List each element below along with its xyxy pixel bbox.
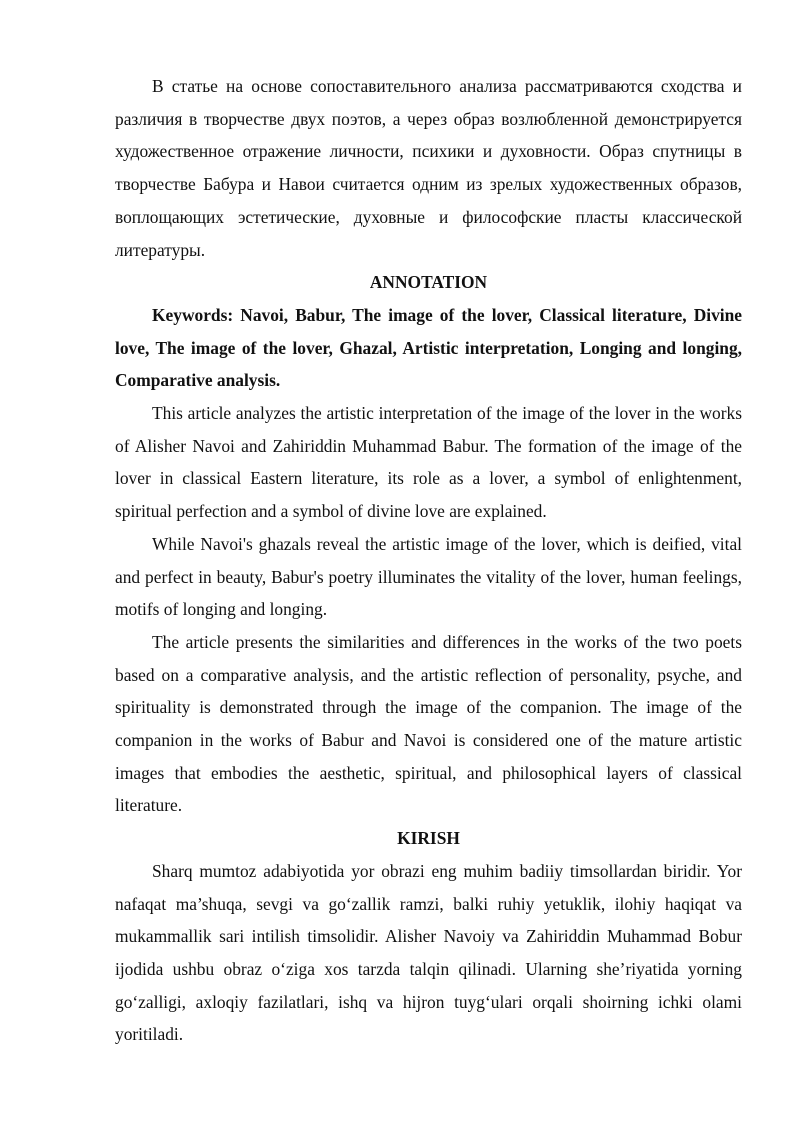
annotation-paragraph-3: The article presents the similarities and differences in the works of the two poets based on a comparative analysis, and the artistic reflection of personality, psyche, and spirituality is demonstrated through the image of the companion. The image of the companion in the works of Babur and Navoi is considered one of the mature artistic images that embodies the aesthetic, spiritual, and philosophical layers of classical literature. (115, 631, 742, 816)
keywords-paragraph: Keywords: Navoi, Babur, The image of the lover, Classical literature, Divine love, The image of the lover, Ghazal, Artistic interpretation, Longing and longing, Comparative analysis. (115, 304, 742, 391)
kirish-heading: KIRISH (397, 828, 460, 849)
kirish-paragraph: Sharq mumtoz adabiyotida yor obrazi eng muhim badiiy timsollardan biridir. Yor nafaqat ma’shuqa, sevgi va go‘zallik ramzi, balki ruhiy yetuklik, ilohiy haqiqat va mukammallik sari intilish timsolidir. Alisher Navoiy va Zahiriddin Muhammad Bobur ijodida ushbu obraz o‘ziga xos tarzda talqin qilinadi. Ularning she’riyatida yorning go‘zalligi, axloqiy fazilatlari, ishq va hijron tuyg‘ulari orqali shoirning ichki olami yoritiladi. (115, 860, 742, 1045)
annotation-heading: ANNOTATION (369, 272, 488, 293)
document-page (115, 70, 742, 1051)
russian-abstract-paragraph: В статье на основе сопоставительного анализа рассматриваются сходства и различия в творчестве двух поэтов, а через образ возлюбленной демонстрируется художественное отражение личности, психики и духовности. Образ спутницы в творчестве Бабура и Навои считается одним из зрелых художественных образов, воплощающих эстетические, духовные и философские пласты классической литературы. (115, 76, 742, 260)
annotation-paragraph-2: While Navoi's ghazals reveal the artistic image of the lover, which is deified, vital and perfect in beauty, Babur's poetry illuminates the vitality of the lover, human feelings, motifs of longing and longing. (115, 533, 742, 620)
annotation-paragraph-1: This article analyzes the artistic interpretation of the image of the lover in the works of Alisher Navoi and Zahiriddin Muhammad Babur. The formation of the image of the lover in classical Eastern literature, its role as a lover, a symbol of enlightenment, spiritual perfection and a symbol of divine love are explained. (115, 403, 742, 522)
